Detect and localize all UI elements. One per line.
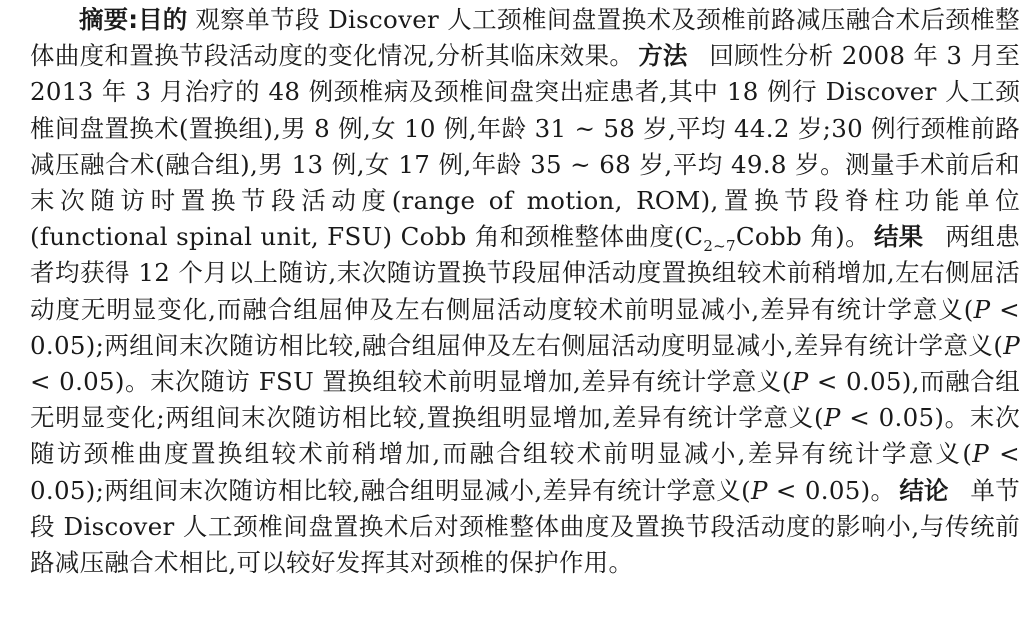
objective-text: 观察单节段 Discover 人工颈椎间盘置换术及颈椎前路减压融合术后颈椎整体曲度和置换节段活动度的变化情况,分析其临床效果。: [30, 5, 1020, 71]
p-symbol: P: [750, 475, 768, 505]
methods-text: 回顾性分析 2008 年 3 月至 2013 年 3 月治疗的 48 例颈椎病及颈椎间盘突出症患者,其中 18 例行 Discover 人工颈椎间盘置换术(置换组),男 8 例,女 10 例,年龄 31 ~ 58 岁,平均 44.2 岁;30 例行颈椎前路减压融合术(融合组),男 13 例,女 17 例,年龄 35 ~ 68 岁,平均 49.8 岁。测量手术前后和末次随访时置换节段活动度(range of motion, ROM),置换节段脊柱功能单位(functional spinal unit, FSU) Cobb 角和颈椎整体曲度($C_{2\sim 7}Cobb$ 角)。: [30, 41, 1020, 256]
abstract-label: 摘要:目的: [79, 5, 188, 34]
methods-heading: 方法: [638, 41, 688, 71]
p-symbol: P: [972, 439, 990, 469]
conclusion-text: 单节段 Discover 人工颈椎间盘置换术后对颈椎整体曲度及置换节段活动度的影响小,与传统前路减压融合术相比,可以较好发挥其对颈椎的保护作用。: [30, 475, 1021, 578]
results-heading: 结果: [874, 222, 924, 252]
p-symbol: P: [973, 294, 991, 324]
conclusion-heading: 结论: [899, 475, 949, 505]
results-text: 两组患者均获得 12 个月以上随访,末次随访置换节段屈伸活动度置换组较术前稍增加,左右侧屈活动度无明显变化,而融合组屈伸及左右侧屈活动度较术前明显减小,差异有统计学意义(P < 0.05);两组间末次随访相比较,融合组屈伸及左右侧屈活动度明显减小,差异有统计学意义(P < 0.05)。末次随访 FSU 置换组较术前明显增加,差异有统计学意义(P < 0.05),而融合组无明显变化;两组间末次随访相比较,置换组明显增加,差异有统计学意义(P < 0.05)。末次随访颈椎曲度置换组较术前稍增加,而融合组较术前明显减小,差异有统计学意义(P < 0.05);两组间末次随访相比较,融合组明显减小,差异有统计学意义(P < 0.05)。: [30, 222, 1021, 505]
p-symbol: P: [791, 367, 809, 397]
abstract-paragraph: [30, 0, 1020, 581]
p-symbol: P: [823, 403, 841, 433]
p-symbol: P: [1003, 330, 1020, 360]
cobb-subscript: 2~7: [703, 237, 736, 256]
